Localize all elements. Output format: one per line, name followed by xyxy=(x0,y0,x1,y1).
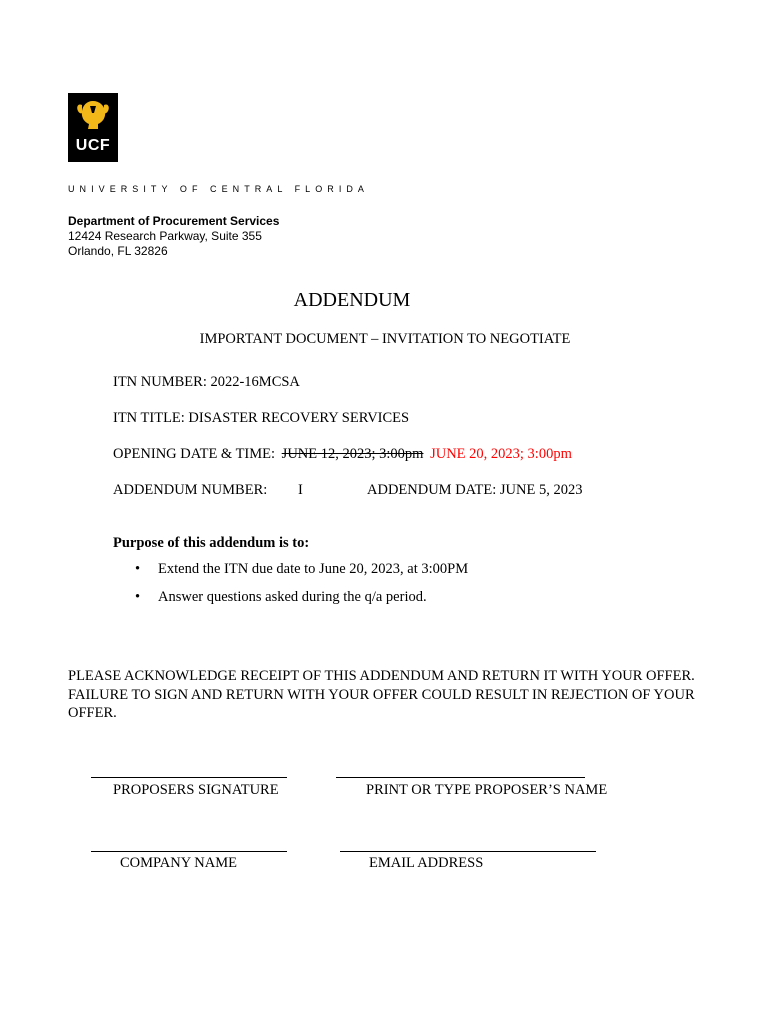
proposer-signature-label: PROPOSERS SIGNATURE xyxy=(113,782,279,798)
signature-line xyxy=(91,851,287,852)
addendum-date: ADDENDUM DATE: JUNE 5, 2023 xyxy=(367,482,583,498)
signature-line xyxy=(340,851,596,852)
itn-title: ITN TITLE: DISASTER RECOVERY SERVICES xyxy=(113,410,410,426)
logo-text: UCF xyxy=(75,137,111,154)
opening-date-old: JUNE 12, 2023; 3:00pm xyxy=(281,446,424,462)
itn-number: ITN NUMBER: 2022-16MCSA xyxy=(113,374,300,390)
address-line-2: Orlando, FL 32826 xyxy=(68,244,168,258)
document-title: ADDENDUM xyxy=(293,289,411,311)
acknowledgement-notice: PLEASE ACKNOWLEDGE RECEIPT OF THIS ADDENDUM AND RETURN IT WITH YOUR OFFER. FAILURE TO SIGN AND RETURN WITH YOUR OFFER COULD RESULT IN REJECTION OF YOUR OFFER. xyxy=(68,668,695,721)
address-line-1: 12424 Research Parkway, Suite 355 xyxy=(68,229,262,243)
addendum-number-label: ADDENDUM NUMBER: xyxy=(113,482,268,498)
bullet-icon: • xyxy=(135,561,141,577)
bullet-icon: • xyxy=(135,589,141,605)
addendum-number: I xyxy=(298,482,303,498)
department-name: Department of Procurement Services xyxy=(68,214,280,228)
document-subtitle: IMPORTANT DOCUMENT – INVITATION TO NEGOTIATE xyxy=(199,331,571,347)
purpose-item-2: Answer questions asked during the q/a period. xyxy=(158,589,427,605)
proposer-name-label: PRINT OR TYPE PROPOSER’S NAME xyxy=(366,782,608,798)
email-address-label: EMAIL ADDRESS xyxy=(369,855,484,871)
purpose-heading: Purpose of this addendum is to: xyxy=(113,535,310,551)
pegasus-icon xyxy=(68,93,118,139)
signature-line xyxy=(336,777,585,778)
opening-date-new: JUNE 20, 2023; 3:00pm xyxy=(430,446,572,462)
purpose-item-1: Extend the ITN due date to June 20, 2023, at 3:00PM xyxy=(158,561,469,577)
company-name-label: COMPANY NAME xyxy=(120,855,237,871)
university-wordmark: UNIVERSITY OF CENTRAL FLORIDA xyxy=(68,184,369,194)
opening-date-row xyxy=(113,446,572,463)
signature-line xyxy=(91,777,287,778)
ucf-logo xyxy=(68,93,118,162)
opening-date-label: OPENING DATE & TIME: xyxy=(113,446,276,462)
